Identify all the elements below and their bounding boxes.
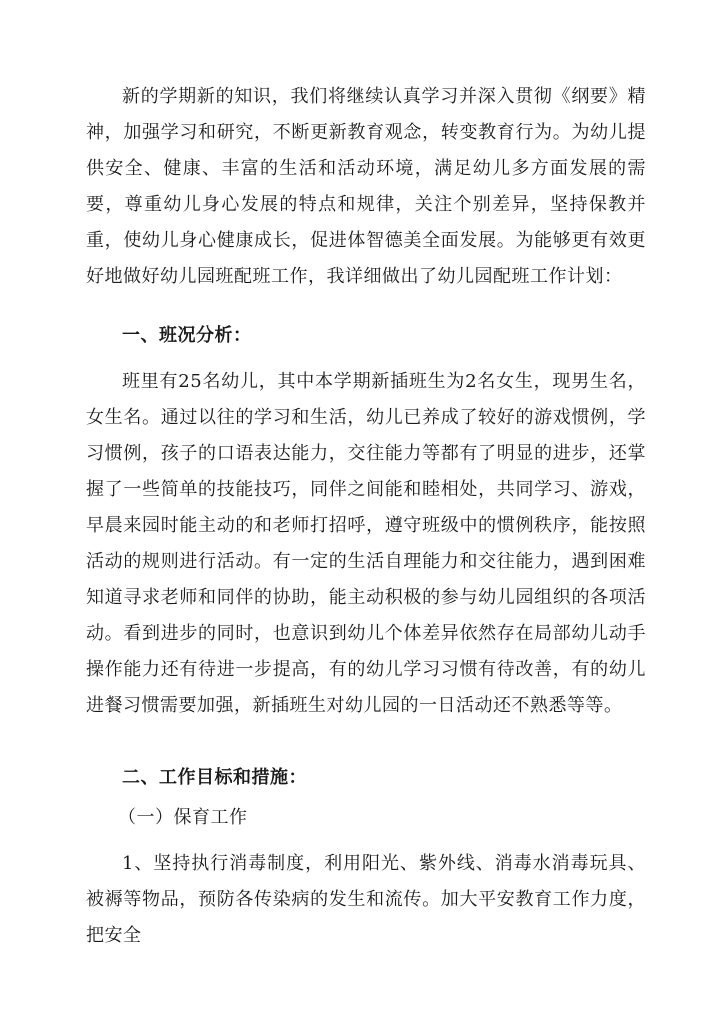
section-1-heading: 一、班况分析： (122, 325, 252, 346)
subsection-care-heading: （一）保育工作 (118, 807, 248, 828)
item-1-paragraph: 1、坚持执行消毒制度，利用阳光、紫外线、消毒水消毒玩具、被褥等物品，预防各传染病的发生和流传。加大平安教育工作力度，把安全 (86, 853, 646, 946)
class-analysis-paragraph: 班里有25名幼儿，其中本学期新插班生为2名女生，现男生名，女生名。通过以往的学习和生活，幼儿已养成了较好的游戏惯例，学习惯例，孩子的口语表达能力，交往能力等都有了明显的进步，还掌握了一些简单的技能技巧，同伴之间能和睦相处，共同学习、游戏，早晨来园时能主动的和老师打招呼，遵守班级中的惯例秩序，能按照活动的规则进行活动。有一定的生活自理能力和交往能力，遇到困难知道寻求老师和同伴的协助，能主动积极的参与幼儿园组织的各项活动。看到进步的同时，也意识到幼儿个体差异依然存在局部幼儿动手操作能力还有待进一步提高，有的幼儿学习习惯有待改善，有的幼儿进餐习惯需要加强，新插班生对幼儿园的一日活动还不熟悉等等。 (86, 371, 646, 716)
section-2-heading: 二、工作目标和措施： (122, 767, 307, 788)
intro-paragraph: 新的学期新的知识，我们将继续认真学习并深入贯彻《纲要》精神，加强学习和研究，不断更新教育观念，转变教育行为。为幼儿提供安全、健康、丰富的生活和活动环境，满足幼儿多方面发展的需要，尊重幼儿身心发展的特点和规律，关注个别差异，坚持保教并重，使幼儿身心健康成长，促进体智德美全面发展。为能够更有效更好地做好幼儿园班配班工作，我详细做出了幼儿园配班工作计划： (86, 86, 646, 287)
